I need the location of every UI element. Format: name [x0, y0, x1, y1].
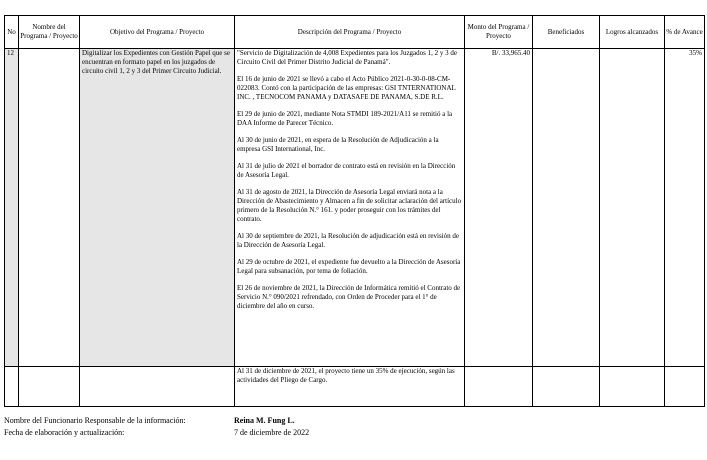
program-report-table: [4, 15, 705, 407]
header-no: No: [5, 16, 19, 49]
cell-objetivo: Digitalizar los Expedientes con Gestión Papel que se encuentran en formato papel en los juzgados de circuito civil 1, 2 y 3 del Primer Circuito Judicial.: [80, 49, 235, 367]
descripcion-paragraph: "Servicio de Digitalización de 4,008 Expedientes para los Juzgados 1, 2 y 3 de Circuito Civil del Primer Distrito Judicial de Panamá".: [237, 49, 457, 66]
header-avance: % de Avance: [665, 16, 705, 49]
cell-nombre: [19, 49, 80, 367]
descripcion-paragraph: El 29 de junio de 2021, mediante Nota STMDI 189-2021/A11 se remitió a la DAA Informe de Parecer Técnico.: [237, 110, 453, 127]
descripcion-paragraph: El 26 de noviembre de 2021, la Dirección de Informática remitió el Contrato de Servicio N.° 090/2021 refrendado, con Orden de Proceder para el 1° de diciembre del año en curso.: [237, 284, 461, 310]
cell-empty: [600, 367, 665, 407]
cell-empty: [5, 367, 19, 407]
cell-avance: 35%: [665, 49, 705, 367]
cell-monto: B/. 33,965.40: [465, 49, 533, 367]
header-logros: Logros alcanzados: [600, 16, 665, 49]
fecha-label: Fecha de elaboración y actualización:: [4, 428, 125, 437]
cell-beneficiados: [533, 49, 600, 367]
table-row: [5, 367, 705, 407]
cell-empty: [80, 367, 235, 407]
responsable-value: Reina M. Fung L.: [234, 416, 295, 425]
table-row: [5, 49, 705, 367]
header-nombre: Nombre del Programa / Proyecto: [19, 16, 80, 49]
descripcion-paragraph: Al 31 de agosto de 2021, la Dirección de Asesoría Legal enviará nota a la Dirección de Abastecimiento y Almacen a fin de solicitar aclaración del artículo primero de la Resolución N.° 161. y poder proseguir con los trámites del contrato.: [237, 188, 462, 223]
fecha-value: 7 de diciembre de 2022: [234, 428, 310, 437]
descripcion-paragraph: El 16 de junio de 2021 se llevó a cabo el Acto Público 2021-0-30-0-08-CM-022083. Contó con la participación de las empresas: GSI TNTERNATIONAL INC. , TECNOCOM PANAMA y DATASAFE DE PANAMA, S.DE R.L.: [237, 75, 456, 101]
descripcion-paragraph: Al 30 de junio de 2021, en espera de la Resolución de Adjudicación a la empresa GSI International, Inc.: [237, 136, 439, 153]
header-monto: Monto del Programa / Proyecto: [465, 16, 533, 49]
cell-descripcion: [235, 49, 465, 367]
header-objetivo: Objetivo del Programa / Proyecto: [80, 16, 235, 49]
responsable-label: Nombre del Funcionario Responsable de la información:: [4, 416, 186, 425]
descripcion-paragraph: Al 29 de octubre de 2021, el expediente fue devuelto a la Dirección de Asesoría Legal para subsanación, por tema de foliación.: [237, 258, 461, 275]
cell-no: 12: [5, 49, 19, 367]
cell-empty: [533, 367, 600, 407]
header-beneficiados: Beneficiados: [533, 16, 600, 49]
cell-empty: [465, 367, 533, 407]
cell-empty: [665, 367, 705, 407]
table-header-row: [5, 16, 705, 49]
cell-logros: [600, 49, 665, 367]
descripcion-paragraph: Al 30 de septiembre de 2021, la Resolución de adjudicación está en revisión de la Dirección de Asesoría Legal.: [237, 232, 459, 249]
cell-empty: [19, 367, 80, 407]
cell-descripcion-final: Al 31 de diciembre de 2021, el proyecto tiene un 35% de ejecución, según las actividades del Pliego de Cargo.: [235, 367, 465, 407]
descripcion-paragraph: Al 31 de julio de 2021 el borrador de contrato está en revisión en la Dirección de Asesoría Legal.: [237, 162, 456, 179]
header-descripcion: Descripción del Programa / Proyecto: [235, 16, 465, 49]
